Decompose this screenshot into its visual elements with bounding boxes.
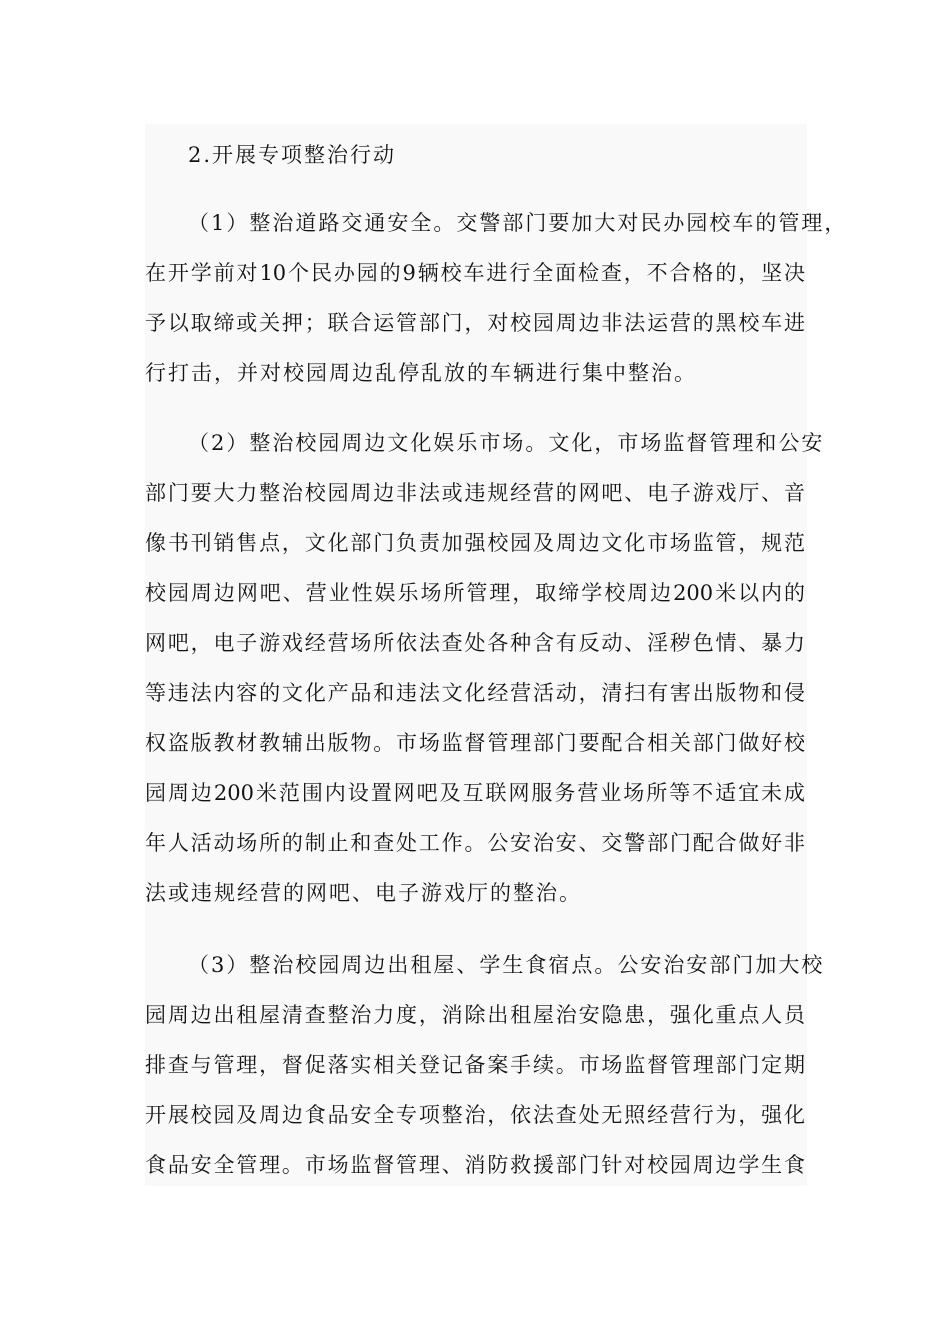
section-heading: 2.开展专项整治行动: [188, 143, 397, 167]
paragraph-3-line-2: 园周边出租屋清查整治力度，消除出租屋治安隐患，强化重点人员: [145, 1003, 805, 1027]
paragraph-3-line-1: （3）整治校园周边出租屋、学生食宿点。公安治安部门加大校: [188, 953, 825, 977]
paragraph-3-line-3: 排查与管理，督促落实相关登记备案手续。市场监督管理部门定期: [145, 1053, 805, 1077]
paragraph-2-line-1: （2）整治校园周边文化娱乐市场。文化，市场监督管理和公安: [188, 431, 825, 455]
paragraph-1-line-1: （1）整治道路交通安全。交警部门要加大对民办园校车的管理，: [188, 211, 848, 235]
paragraph-2-line-2: 部门要大力整治校园周边非法或违规经营的网吧、电子游戏厅、音: [145, 481, 805, 505]
paragraph-1-line-3: 予以取缔或关押；联合运管部门，对校园周边非法运营的黑校车进: [145, 311, 805, 335]
paragraph-2-line-5: 网吧，电子游戏经营场所依法查处各种含有反动、淫秽色情、暴力: [145, 631, 805, 655]
paragraph-2-line-6: 等违法内容的文化产品和违法文化经营活动，清扫有害出版物和侵: [145, 681, 805, 705]
paragraph-3-line-4: 开展校园及周边食品安全专项整治，依法查处无照经营行为，强化: [145, 1103, 805, 1127]
paragraph-2-line-9: 年人活动场所的制止和查处工作。公安治安、交警部门配合做好非: [145, 831, 805, 855]
paragraph-1-line-2: 在开学前对10个民办园的9辆校车进行全面检查，不合格的，坚决: [145, 261, 805, 285]
paragraph-1-line-4: 行打击，并对校园周边乱停乱放的车辆进行集中整治。: [145, 361, 697, 385]
paragraph-2-line-3: 像书刊销售点，文化部门负责加强校园及周边文化市场监管，规范: [145, 531, 805, 555]
paragraph-2-line-8: 园周边200米范围内设置网吧及互联网服务营业场所等不适宜未成: [145, 781, 805, 805]
paragraph-2-line-7: 权盗版教材教辅出版物。市场监督管理部门要配合相关部门做好校: [145, 731, 805, 755]
paragraph-2-line-10: 法或违规经营的网吧、电子游戏厅的整治。: [145, 881, 582, 905]
paragraph-3-line-5: 食品安全管理。市场监督管理、消防救援部门针对校园周边学生食: [145, 1153, 805, 1177]
paragraph-2-line-4: 校园周边网吧、营业性娱乐场所管理，取缔学校周边200米以内的: [145, 581, 805, 605]
